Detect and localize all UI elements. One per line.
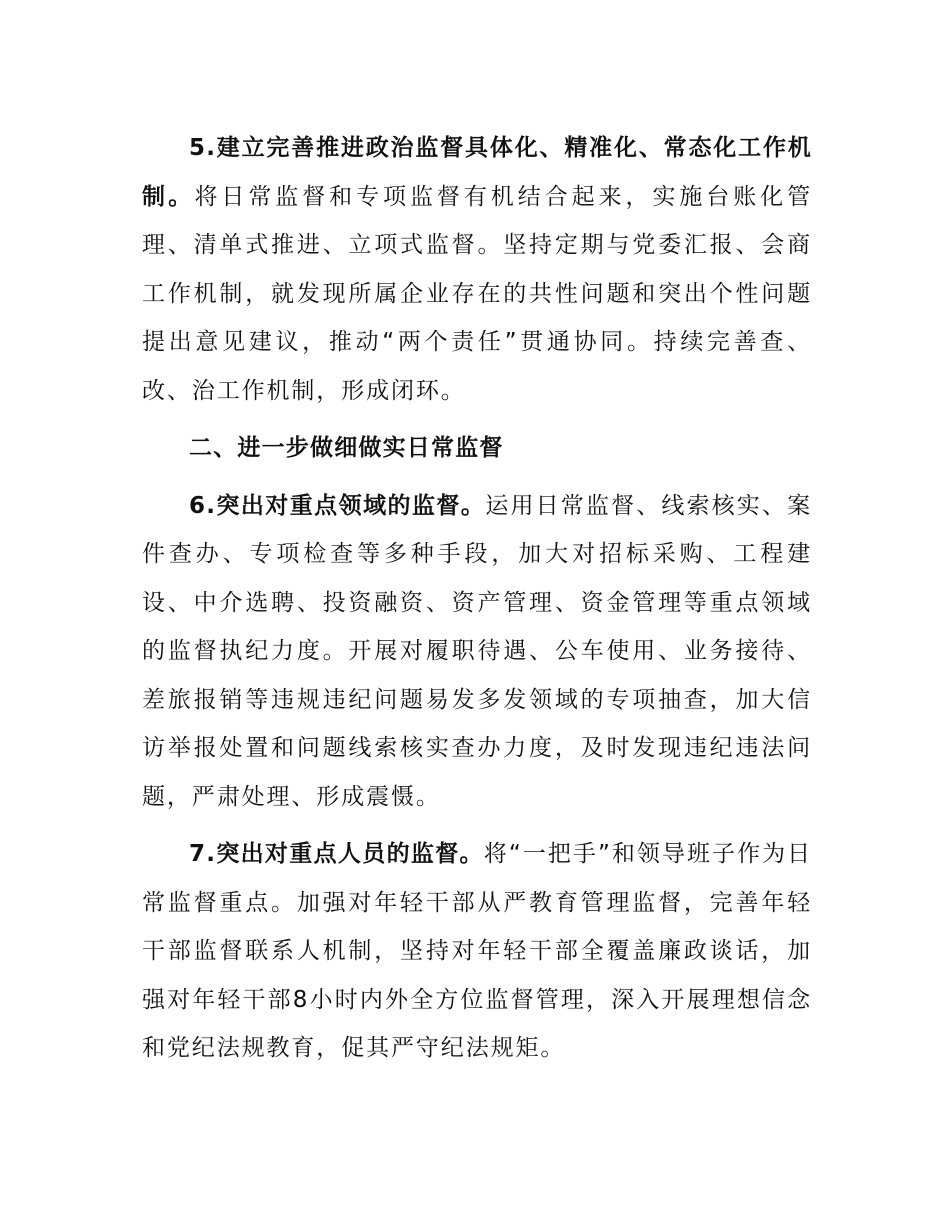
item-6-lead: 6.突出对重点领域的监督。 <box>189 492 486 519</box>
item-6-body: 运用日常监督、线索核实、案件查办、专项检查等多种手段，加大对招标采购、工程建设、中介选聘、投资融资、资产管理、资金管理等重点领域的监督执纪力度。开展对履职待遇、公车使用、业务接待、差旅报销等违规违纪问题易发多发领域的专项抽查，加大信访举报处置和问题线索核实查办力度，及时发现违纪违法问题，严肃处理、形成震慑。 <box>142 492 813 810</box>
document-body <box>142 124 812 1082</box>
item-5-body: 将日常监督和专项监督有机结合起来，实施台账化管理、清单式推进、立项式监督。坚持定期与党委汇报、会商工作机制，就发现所属企业存在的共性问题和突出个性问题提出意见建议，推动“两个责任”贯通协同。持续完善查、改、治工作机制，形成闭环。 <box>142 183 813 404</box>
paragraph-item-6 <box>142 482 812 822</box>
section-heading: 二、进一步做细做实日常监督 <box>189 435 504 461</box>
item-7-body: 将“一把手”和领导班子作为日常监督重点。加强对年轻干部从严教育管理监督，完善年轻干部监督联系人机制，坚持对年轻干部全覆盖廉政谈话，加强对年轻干部8小时内外全方位监督管理，深入开展理想信念和党纪法规教育，促其严守纪法规矩。 <box>142 841 812 1061</box>
item-5-lead: 5.建立完善推进政治监督具体化、精准化、常态化工作机制。 <box>142 135 812 210</box>
item-7-lead: 7.突出对重点人员的监督。 <box>189 841 484 867</box>
paragraph-item-7 <box>142 830 812 1073</box>
paragraph-item-5 <box>142 124 812 415</box>
